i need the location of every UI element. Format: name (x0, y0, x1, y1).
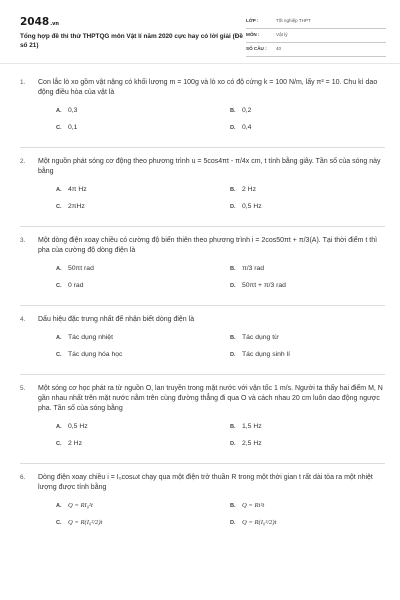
meta-subject-row (246, 30, 386, 43)
option-a[interactable]: A. 4π Hz (56, 186, 87, 193)
question-stem: Một nguồn phát sóng cơ động theo phương trình u = 5cos4πt - π/4x cm, t tính bằng giây. Tần số của sóng này bằng (38, 158, 381, 175)
option-c[interactable]: C. Tác dụng hóa học (56, 351, 123, 358)
question-stem: Dòng điện xoay chiều i = I₀cosωt chạy qua một điện trở thuần R trong một thời gian t rất dài tỏa ra một nhiệt lượng được tính bằng (38, 474, 373, 491)
question-divider (20, 463, 385, 464)
question-number: 3. (20, 237, 26, 244)
option-b[interactable]: B. Tác dụng từ (230, 334, 279, 341)
option-a[interactable]: A. Tác dụng nhiệt (56, 334, 113, 341)
question-options (20, 502, 385, 536)
document-header (20, 14, 385, 58)
question-stem: Dấu hiệu đặc trưng nhất để nhận biết dòng điện là (38, 316, 195, 323)
meta-class-value: Tốt nghiệp THPT (276, 18, 311, 23)
meta-count-label: SỐ CÂU : (246, 46, 267, 51)
question-stem: Con lắc lò xo gồm vật nặng có khối lượng m = 100g và lò xo có độ cứng k = 100 N/m, lấy π² = 10. Chu kì dao động điều hòa của vật là (38, 79, 378, 96)
question-divider (20, 226, 385, 227)
question-stem: Một dòng điện xoay chiều có cường độ biến thiên theo phương trình i = 2cos50πt + π/3(A). Tại thời điểm t thì pha của cường độ dòng điện là (38, 237, 378, 254)
option-c[interactable]: C. Q = R(I₀²/2)t (56, 519, 103, 526)
option-d[interactable]: D. 2,5 Hz (230, 440, 262, 447)
option-d[interactable]: D. 0,4 (230, 124, 252, 131)
meta-count-row (246, 44, 386, 57)
question-1 (20, 78, 385, 141)
option-d[interactable]: D. 50πt + π/3 rad (230, 282, 286, 289)
option-c[interactable]: C. 0 rad (56, 282, 84, 289)
option-b[interactable]: B. 1,5 Hz (230, 423, 262, 430)
header-divider (0, 63, 400, 64)
document-meta (246, 16, 386, 58)
question-stem: Một sóng cơ học phát ra từ nguồn O, lan truyền trong mặt nước với vận tốc 1 m/s. Người ta thấy hai điểm M, N gần nhau nhất trên mặt nước nằm trên cùng đường thẳng đi qua O và cách nhau 20 cm luôn dao động ngược pha. Tần số của sóng bằng (38, 385, 383, 412)
option-d[interactable]: D. Tác dụng sinh lí (230, 351, 290, 358)
option-b[interactable]: B. Q = Ri²t (230, 502, 265, 509)
option-a[interactable]: A. 0,5 Hz (56, 423, 88, 430)
question-number: 6. (20, 474, 26, 481)
meta-class-row (246, 16, 386, 29)
option-c[interactable]: C. 2πHz (56, 203, 85, 210)
option-a[interactable]: A. 50πt rad (56, 265, 94, 272)
question-6 (20, 473, 385, 536)
option-b[interactable]: B. π/3 rad (230, 265, 265, 272)
question-number: 5. (20, 385, 26, 392)
question-number: 4. (20, 316, 26, 323)
question-options (20, 107, 385, 141)
question-3 (20, 236, 385, 299)
option-d[interactable]: D. 0,5 Hz (230, 203, 262, 210)
site-logo[interactable]: 2048.vn (20, 16, 59, 28)
meta-class-label: LỚP : (246, 18, 259, 23)
question-2 (20, 157, 385, 220)
option-a[interactable]: A. 0,3 (56, 107, 78, 114)
option-a[interactable]: A. Q = RI₀²t (56, 502, 93, 509)
question-4 (20, 315, 385, 368)
option-b[interactable]: B. 0,2 (230, 107, 252, 114)
meta-subject-value: Vật lý (276, 32, 288, 37)
question-5 (20, 384, 385, 457)
option-b[interactable]: B. 2 Hz (230, 186, 256, 193)
question-number: 2. (20, 158, 26, 165)
question-options (20, 334, 385, 368)
option-d[interactable]: D. Q = R(I₀²/2)t (230, 519, 277, 526)
question-options (20, 186, 385, 220)
meta-subject-label: MÔN : (246, 32, 260, 37)
document-title: Tổng hợp đề thi thử THPTQG môn Vật lí năm 2020 cực hay có lời giải (Đề số 21) (20, 33, 243, 49)
option-c[interactable]: C. 2 Hz (56, 440, 82, 447)
question-options (20, 423, 385, 457)
question-list (20, 78, 385, 536)
question-number: 1. (20, 79, 26, 86)
question-divider (20, 305, 385, 306)
question-options (20, 265, 385, 299)
question-divider (20, 374, 385, 375)
meta-count-value: 40 (276, 46, 282, 51)
question-divider (20, 147, 385, 148)
option-c[interactable]: C. 0,1 (56, 124, 78, 131)
